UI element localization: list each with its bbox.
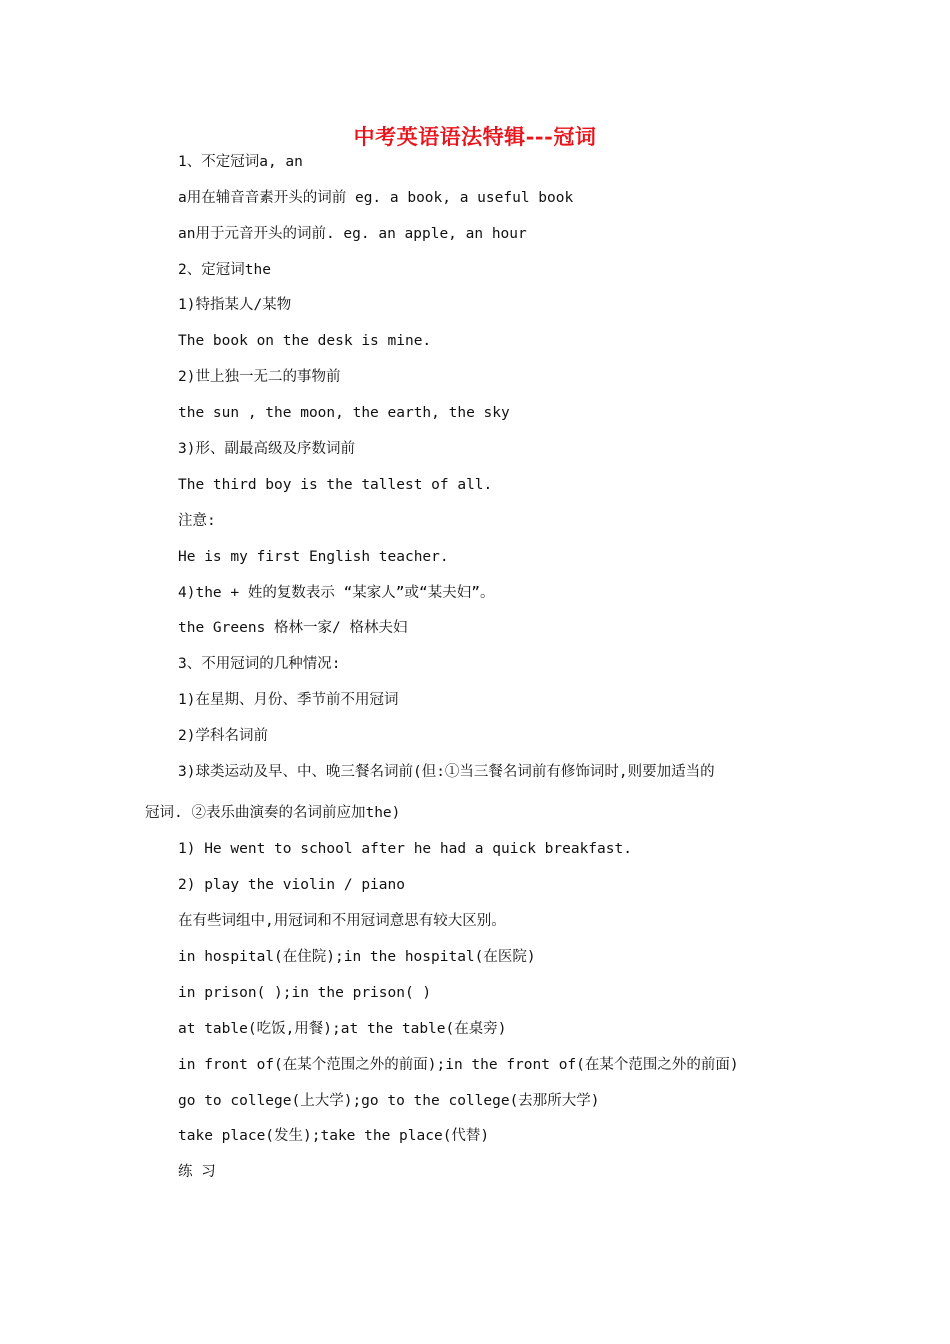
text-line: 3、不用冠词的几种情况: (178, 656, 341, 672)
text-line: go to college(上大学);go to the college(去那所大学) (178, 1093, 600, 1109)
text-line: take place(发生);take the place(代替) (178, 1128, 490, 1144)
text-line: 2)世上独一无二的事物前 (178, 369, 341, 385)
text-line: 1) He went to school after he had a quick breakfast. (178, 841, 632, 857)
text-line: in front of(在某个范围之外的前面);in the front of(在某个范围之外的前面) (178, 1057, 739, 1073)
text-line: a用在辅音音素开头的词前 eg. a book, a useful book (178, 190, 574, 206)
text-line-wrapped: 3)球类运动及早、中、晚三餐名词前(但:①当三餐名词前有修饰词时,则要加适当的 (178, 764, 715, 780)
text-line: 注意: (178, 513, 216, 529)
text-line: 1、不定冠词a, an (178, 154, 303, 170)
text-line: 3)形、副最高级及序数词前 (178, 441, 355, 457)
text-line: 1)特指某人/某物 (178, 297, 292, 313)
text-line: 2)学科名词前 (178, 728, 268, 744)
text-line: in prison( );in the prison( ) (178, 985, 432, 1001)
text-line: 在有些词组中,用冠词和不用冠词意思有较大区别。 (178, 913, 506, 929)
text-line: 4)the + 姓的复数表示 “某家人”或“某夫妇”。 (178, 585, 495, 601)
text-line: 练 习 (178, 1164, 216, 1180)
text-line: the sun , the moon, the earth, the sky (178, 405, 510, 421)
text-line: at table(吃饭,用餐);at the table(在桌旁) (178, 1021, 507, 1037)
text-line: 2) play the violin / piano (178, 877, 405, 893)
document-title: 中考英语语法特辑---冠词 (353, 124, 597, 149)
text-line: an用于元音开头的词前. eg. an apple, an hour (178, 226, 527, 242)
text-line: 1)在星期、月份、季节前不用冠词 (178, 692, 399, 708)
text-line: The book on the desk is mine. (178, 333, 432, 349)
text-line: in hospital(在住院);in the hospital(在医院) (178, 949, 536, 965)
text-line: He is my first English teacher. (178, 549, 449, 565)
text-line: The third boy is the tallest of all. (178, 477, 493, 493)
text-line: the Greens 格林一家/ 格林夫妇 (178, 620, 408, 636)
text-line: 2、定冠词the (178, 262, 271, 278)
text-line-wrapped-continuation: 冠词. ②表乐曲演奏的名词前应加the) (145, 805, 401, 821)
